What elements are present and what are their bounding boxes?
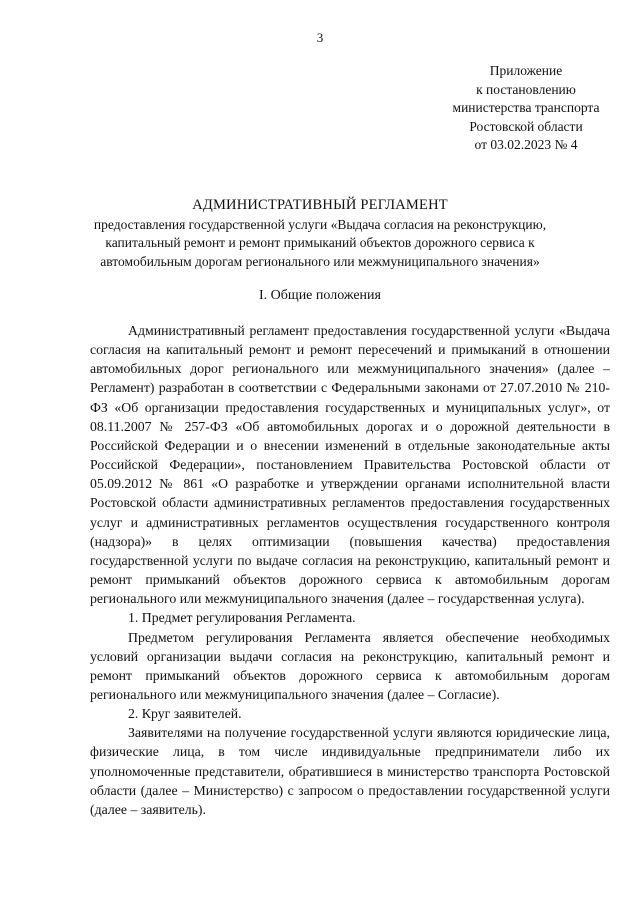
item-heading-subject: 1. Предмет регулирования Регламента. <box>128 610 356 626</box>
section-heading: I. Общие положения <box>259 288 381 303</box>
title-block <box>60 196 580 271</box>
appendix-line: к постановлению <box>476 81 576 97</box>
appendix-line: министерства транспорта <box>452 100 600 115</box>
appendix-line: от 03.02.2023 № 4 <box>474 137 578 152</box>
document-subtitle: предоставления государственной услуги «Выдача согласия на реконструкцию, капитальный ремонт и ремонт примыканий объектов дорожного сервиса к автомобильным дорогам регионального или межмуниципального значения» <box>93 216 547 269</box>
page-number: 3 <box>316 30 324 45</box>
appendix-line: Приложение <box>489 63 563 78</box>
document-title: АДМИНИСТРАТИВНЫЙ РЕГЛАМЕНТ <box>192 197 448 213</box>
paragraph-intro: Административный регламент предоставления государственной услуги «Выдача согласия на капитальный ремонт и ремонт пересечений и примыканий в отношении автомобильных дорог регионального или межмуниципального значения» (далее – Регламент) разработан в соответствии с Федеральными законами от 27.07.2010 № 210-ФЗ «Об организации предоставления государственных и муниципальных услуг», от 08.11.2007 № 257-ФЗ «Об автомобильных дорогах и о дорожной деятельности в Российской Федерации и о внесении изменений в отдельные законодательные акты Российской Федерации», постановлением Правительства Ростовской области от 05.09.2012 № 861 «О разработке и утверждении органами исполнительной власти Ростовской области административных регламентов предоставления государственных услуг и административных регламентов осуществления государственного контроля (надзора)» в целях оптимизации (повышения качества) предоставления государственной услуги по выдаче согласия на реконструкцию, капитальный ремонт и ремонт примыканий объектов дорожного сервиса к автомобильным дорогам регионального или межмуниципального значения (далее – государственная услуга). <box>90 323 610 607</box>
appendix-block <box>422 62 630 155</box>
paragraph-applicants: Заявителями на получение государственной услуги являются юридические лица, физические лица, в том числе индивидуальные предприниматели либо их уполномоченные представители, обратившиеся в министерство транспорта Ростовской области (далее – Министерство) с запросом о предоставлении государственной услуги (далее – заявитель). <box>90 725 610 817</box>
item-heading-applicants: 2. Круг заявителей. <box>128 706 242 722</box>
body-text <box>90 321 610 819</box>
appendix-line: Ростовской области <box>469 118 583 134</box>
paragraph-subject: Предметом регулирования Регламента является обеспечение необходимых условий организации выдачи согласия на реконструкцию, капитальный ремонт и ремонт примыканий объектов дорожного сервиса к автомобильным дорогам регионального или межмуниципального значения (далее – Согласие). <box>90 629 610 702</box>
